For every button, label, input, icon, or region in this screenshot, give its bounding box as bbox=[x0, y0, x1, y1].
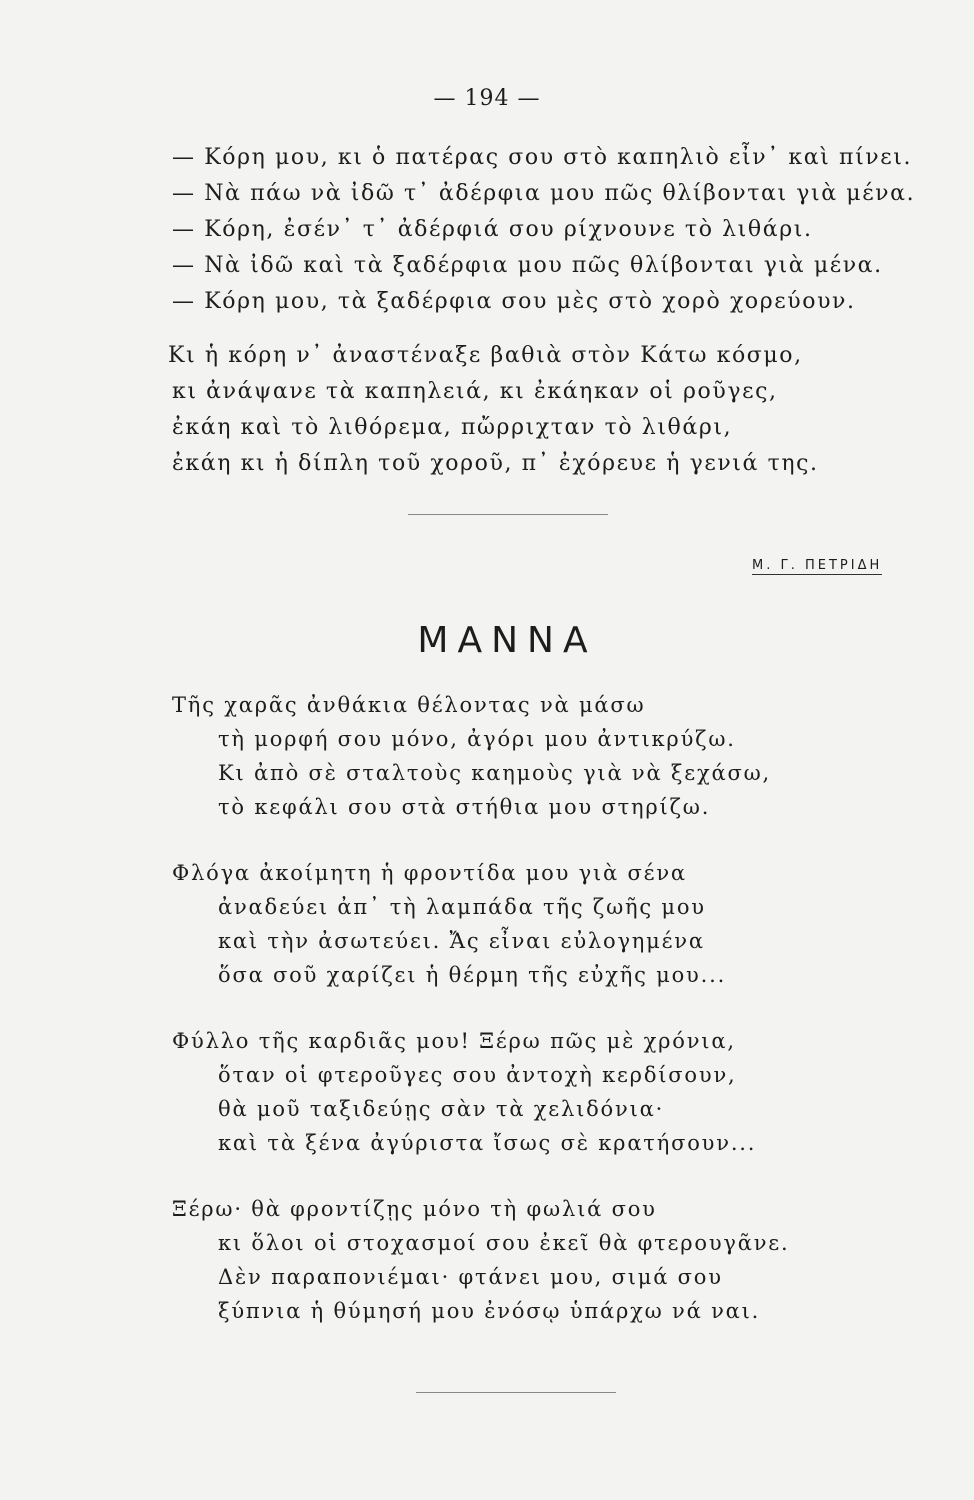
poem-line: ὅταν οἱ φτεροῦγες σου ἀντοχὴ κερδίσουν, bbox=[218, 1063, 737, 1087]
closing-stanza-line: ἐκάη καὶ τὸ λιθόρεμα, πὤρριχταν τὸ λιθάρι, bbox=[172, 415, 733, 440]
poem-line: ὅσα σοῦ χαρίζει ἡ θέρμη τῆς εὐχῆς μου... bbox=[218, 963, 727, 987]
poem-line: Φλόγα ἀκοίμητη ἡ φροντίδα μου γιὰ σένα bbox=[172, 861, 687, 885]
poem-line: Κι ἀπὸ σὲ σταλτοὺς καημοὺς γιὰ νὰ ξεχάσω, bbox=[218, 761, 772, 785]
closing-stanza bbox=[168, 338, 819, 482]
poem-line: ἀναδεύει ἀπ᾿ τὴ λαμπάδα τῆς ζωῆς μου bbox=[218, 895, 706, 919]
dialogue-line: — Κόρη μου, κι ὁ πατέρας σου στὸ καπηλιὸ εἶν᾿ καὶ πίνει. bbox=[172, 145, 913, 170]
poem-line: τὴ μορφή σου μόνο, ἀγόρι μου ἀντικρύζω. bbox=[218, 727, 736, 751]
poem-line: ξύπνια ἡ θύμησή μου ἐνόσῳ ὑπάρχω νά ναι. bbox=[218, 1299, 761, 1323]
page-number: — 194 — bbox=[433, 86, 541, 111]
dialogue-line: — Κόρη μου, τὰ ξαδέρφια σου μὲς στὸ χορὸ χορεύουν. bbox=[172, 289, 856, 314]
poem-line: κι ὅλοι οἱ στοχασμοί σου ἐκεῖ θὰ φτερουγᾶνε. bbox=[218, 1231, 790, 1255]
poem-line: καὶ τὰ ξένα ἀγύριστα ἴσως σὲ κρατήσουν... bbox=[218, 1131, 757, 1155]
dialogue-line: — Κόρη, ἐσέν᾿ τ᾿ ἀδέρφιά σου ρίχνουνε τὸ λιθάρι. bbox=[172, 217, 813, 242]
poem-stanza bbox=[172, 856, 789, 992]
poem-line: καὶ τὴν ἀσωτεύει. Ἄς εἶναι εὐλογημένα bbox=[218, 929, 705, 953]
poem-line: τὸ κεφάλι σου στὰ στήθια μου στηρίζω. bbox=[218, 795, 711, 819]
poem-body bbox=[172, 688, 789, 1360]
dialogue-line: — Νὰ πάω νὰ ἰδῶ τ᾿ ἀδέρφια μου πῶς θλίβονται γιὰ μένα. bbox=[172, 181, 916, 206]
section-divider bbox=[408, 514, 608, 515]
poem-line: Ξέρω· θὰ φροντίζῃς μόνο τὴ φωλιά σου bbox=[172, 1197, 657, 1221]
poem-title: ΜΑΝΝΑ bbox=[417, 620, 597, 661]
dialogue-line: — Νὰ ἰδῶ καὶ τὰ ξαδέρφια μου πῶς θλίβονται γιὰ μένα. bbox=[172, 253, 883, 278]
closing-stanza-line: Κι ἡ κόρη ν᾿ ἀναστέναξε βαθιὰ στὸν Κάτω κόσμο, bbox=[168, 343, 803, 368]
section-divider bbox=[416, 1392, 616, 1393]
poem-stanza bbox=[172, 1192, 789, 1328]
closing-stanza-line: κι ἀνάψανε τὰ καπηλειά, κι ἐκάηκαν οἱ ροῦγες, bbox=[172, 379, 778, 404]
poem-line: Τῆς χαρᾶς ἀνθάκια θέλοντας νὰ μάσω bbox=[172, 693, 646, 717]
poem-stanza bbox=[172, 688, 789, 824]
poem-line: Δὲν παραπονιέμαι· φτάνει μου, σιμά σου bbox=[218, 1265, 723, 1289]
dialogue-block bbox=[172, 140, 915, 320]
poem-line: Φύλλο τῆς καρδιᾶς μου! Ξέρω πῶς μὲ χρόνια, bbox=[172, 1029, 736, 1053]
author-name: Μ. Γ. ΠΕΤΡΙΔΗ bbox=[752, 558, 883, 573]
closing-stanza-line: ἐκάη κι ἡ δίπλη τοῦ χοροῦ, π᾿ ἐχόρευε ἡ γενιά της. bbox=[172, 451, 819, 476]
poem-line: θὰ μοῦ ταξιδεύῃς σὰν τὰ χελιδόνια· bbox=[218, 1097, 665, 1121]
poem-stanza bbox=[172, 1024, 789, 1160]
